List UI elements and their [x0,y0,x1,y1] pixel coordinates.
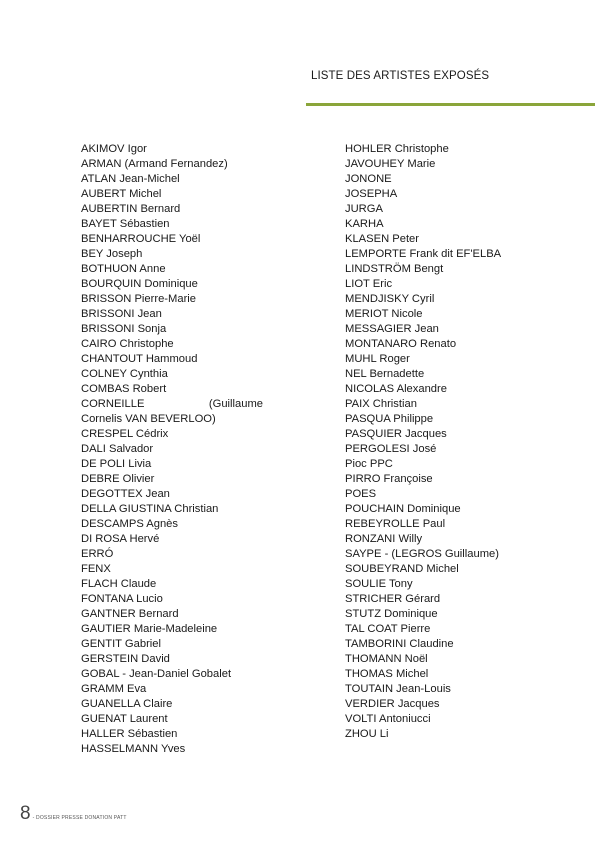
artist-list-item: SOUBEYRAND Michel [345,563,459,575]
artist-list-left [81,142,281,757]
artist-list-item: POUCHAIN Dominique [345,503,461,515]
artist-list-item: GAUTIER Marie-Madeleine [81,623,218,635]
artist-list-item: JAVOUHEY Marie [345,158,436,170]
artist-list-item: DEBRE Olivier [81,473,155,485]
artist-list-item: BEY Joseph [81,248,143,260]
artist-list-item: JONONE [345,173,392,185]
artist-list-item: DI ROSA Hervé [81,533,160,545]
artist-list-item: TAL COAT Pierre [345,623,431,635]
artist-list-item: HOHLER Christophe [345,143,449,155]
artist-list-item: FONTANA Lucio [81,593,163,605]
artist-list-item: PIRRO Françoise [345,473,433,485]
artist-list-item: NICOLAS Alexandre [345,383,447,395]
artist-list-item: Cornelis VAN BEVERLOO) [81,413,216,425]
artist-list-item: VERDIER Jacques [345,698,440,710]
artist-list-item: JURGA [345,203,383,215]
artist-list-item: NEL Bernadette [345,368,425,380]
artist-list-item: GUENAT Laurent [81,713,168,725]
artist-list-item: BRISSONI Sonja [81,323,167,335]
page-number: 8 [20,803,31,824]
artist-list-item: MONTANARO Renato [345,338,457,350]
artist-list-item: FLACH Claude [81,578,157,590]
artist-list-item: BOTHUON Anne [81,263,166,275]
artist-list-item: TOUTAIN Jean-Louis [345,683,451,695]
artist-list-item: BRISSONI Jean [81,308,162,320]
artist-list-item: BENHARROUCHE Yoël [81,233,201,245]
artist-list-item: MESSAGIER Jean [345,323,439,335]
artist-list-item: GRAMM Eva [81,683,147,695]
artist-list-item: MERIOT Nicole [345,308,423,320]
artist-list-item: DELLA GIUSTINA Christian [81,503,219,515]
artist-list-item: AUBERTIN Bernard [81,203,181,215]
artist-list-item: GERSTEIN David [81,653,170,665]
artist-list-item: DALI Salvador [81,443,154,455]
artist-list-item: GENTIT Gabriel [81,638,161,650]
artist-list-item: SAYPE - (LEGROS Guillaume) [345,548,499,560]
artist-list-item: DEGOTTEX Jean [81,488,170,500]
artist-list-item: ERRÓ [81,548,114,560]
artist-list-item: DESCAMPS Agnès [81,518,178,530]
artist-list-item: STRICHER Gérard [345,593,441,605]
artist-list-item: POES [345,488,377,500]
artist-list-item: COMBAS Robert [81,383,167,395]
artist-list-item: CAIRO Christophe [81,338,174,350]
artist-list-item: LEMPORTE Frank dit EF'ELBA [345,248,502,260]
artist-list-item: MENDJISKY Cyril [345,293,435,305]
artist-list-right [345,142,585,742]
artist-list-item: DE POLI Livia [81,458,152,470]
artist-list-item: AUBERT Michel [81,188,162,200]
artist-name: CORNEILLE [81,398,145,410]
artist-list-item: GOBAL - Jean-Daniel Gobalet [81,668,232,680]
artist-list-item: ZHOU Li [345,728,389,740]
artist-list-item: BOURQUIN Dominique [81,278,198,290]
artist-list-item: RONZANI Willy [345,533,423,545]
artist-name-continuation: (Guillaume [208,398,263,410]
artist-list-item: HASSELMANN Yves [81,743,186,755]
artist-list-item: CRESPEL Cédrix [81,428,169,440]
header-divider [306,103,595,106]
artist-list-item: COLNEY Cynthia [81,368,168,380]
artist-list-item: PAIX Christian [345,398,417,410]
page-footer [20,803,127,825]
artist-list-item: PASQUA Philippe [345,413,434,425]
artist-list-item: AKIMOV Igor [81,143,147,155]
artist-list-item: GUANELLA Claire [81,698,173,710]
artist-list-item: GANTNER Bernard [81,608,179,620]
artist-list-item: THOMANN Noël [345,653,428,665]
artist-list-item: Pioc PPC [345,458,393,470]
artist-list-item: LINDSTRÖM Bengt [345,263,444,275]
artist-list-item: LIOT Eric [345,278,393,290]
artist-list-item: CHANTOUT Hammoud [81,353,198,365]
artist-list-item: ATLAN Jean-Michel [81,173,180,185]
artist-list-item: ARMAN (Armand Fernandez) [81,158,228,170]
artist-list-item: PERGOLESI José [345,443,437,455]
artist-list-item [81,397,263,412]
artist-list-item: STUTZ Dominique [345,608,438,620]
artist-list-item: VOLTI Antoniucci [345,713,431,725]
artist-list-item: TAMBORINI Claudine [345,638,454,650]
artist-list-item: BRISSON Pierre-Marie [81,293,197,305]
artist-list-item: BAYET Sébastien [81,218,170,230]
artist-list-item: HALLER Sébastien [81,728,178,740]
artist-list-item: REBEYROLLE Paul [345,518,446,530]
artist-list-item: JOSEPHA [345,188,398,200]
artist-list-item: PASQUIER Jacques [345,428,447,440]
footer-label: - DOSSIER PRESSE DONATION PATT [32,815,127,821]
artist-list-item: MUHL Roger [345,353,410,365]
artist-list-item: FENX [81,563,111,575]
artist-list-item: SOULIE Tony [345,578,413,590]
artist-list-item: KARHA [345,218,384,230]
page-title: LISTE DES ARTISTES EXPOSÉS [311,70,490,82]
artist-list-item: THOMAS Michel [345,668,429,680]
artist-list-item: KLASEN Peter [345,233,419,245]
